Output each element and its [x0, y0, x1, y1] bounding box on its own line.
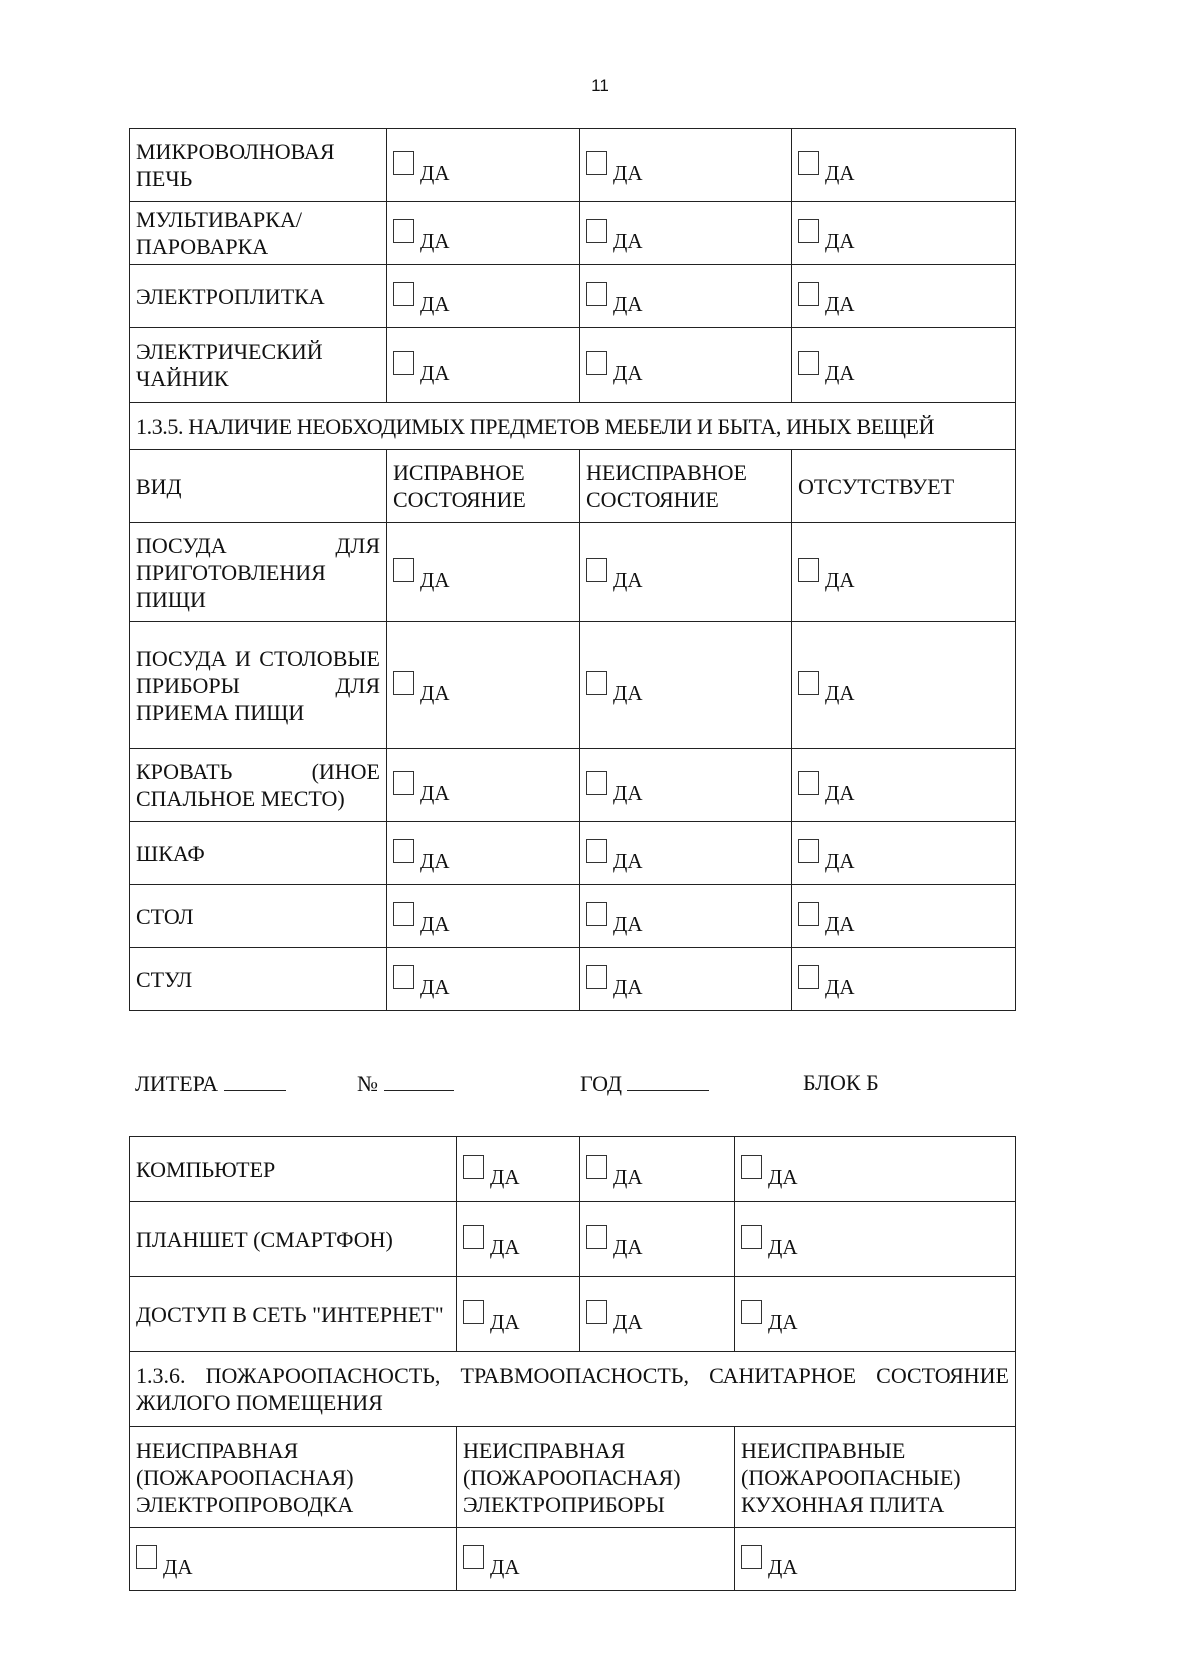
yes-label: ДА — [420, 975, 450, 999]
checkbox[interactable] — [586, 558, 607, 582]
yes-cell — [457, 1202, 580, 1277]
checkbox[interactable] — [393, 219, 414, 243]
yes-cell — [580, 328, 792, 403]
section-row — [130, 403, 1016, 450]
yes-cell — [792, 948, 1016, 1011]
yes-label: ДА — [825, 681, 855, 705]
yes-cell — [735, 1277, 1016, 1352]
yes-label: ДА — [768, 1310, 798, 1334]
year-label: ГОД — [580, 1071, 622, 1096]
table-row — [130, 523, 1016, 622]
table-row — [130, 1137, 1016, 1202]
item-label: ПОСУДА ДЛЯ ПРИГОТОВЛЕНИЯ ПИЩИ — [130, 523, 387, 622]
checkbox[interactable] — [741, 1225, 762, 1249]
checkbox[interactable] — [586, 1300, 607, 1324]
yes-cell — [580, 1137, 735, 1202]
number-blank[interactable] — [384, 1070, 454, 1091]
checkbox[interactable] — [586, 351, 607, 375]
yes-label: ДА — [825, 568, 855, 592]
yes-cell — [387, 129, 580, 202]
checkbox[interactable] — [586, 839, 607, 863]
yes-cell — [580, 622, 792, 749]
yes-cell — [792, 822, 1016, 885]
year-field — [580, 1070, 709, 1097]
checkbox[interactable] — [586, 902, 607, 926]
yes-label: ДА — [613, 568, 643, 592]
yes-label: ДА — [768, 1235, 798, 1259]
checkbox[interactable] — [136, 1545, 157, 1569]
item-label: ШКАФ — [130, 822, 387, 885]
hazard-header: НЕИСПРАВНАЯ (ПОЖАРООПАСНАЯ) ЭЛЕКТРОПРИБОРЫ — [457, 1427, 735, 1528]
checkbox[interactable] — [798, 839, 819, 863]
checkbox[interactable] — [586, 151, 607, 175]
litera-label: ЛИТЕРА — [135, 1071, 218, 1096]
yes-label: ДА — [613, 681, 643, 705]
yes-label: ДА — [613, 849, 643, 873]
yes-label: ДА — [825, 781, 855, 805]
yes-label: ДА — [825, 292, 855, 316]
item-label: ЭЛЕКТРОПЛИТКА — [130, 265, 387, 328]
column-header: НЕИСПРАВНОЕ СОСТОЯНИЕ — [580, 450, 792, 523]
yes-label: ДА — [613, 781, 643, 805]
checkbox[interactable] — [586, 671, 607, 695]
checkbox[interactable] — [798, 671, 819, 695]
yes-label: ДА — [490, 1310, 520, 1334]
checkbox[interactable] — [393, 902, 414, 926]
yes-cell — [457, 1277, 580, 1352]
yes-cell — [792, 202, 1016, 265]
checkbox[interactable] — [586, 282, 607, 306]
yes-cell — [580, 749, 792, 822]
table-row — [130, 202, 1016, 265]
table-row — [130, 265, 1016, 328]
yes-cell — [130, 1528, 457, 1591]
litera-field — [135, 1070, 286, 1097]
yes-cell — [387, 328, 580, 403]
yes-cell — [387, 822, 580, 885]
table-row — [130, 885, 1016, 948]
table-row — [130, 749, 1016, 822]
item-label: СТУЛ — [130, 948, 387, 1011]
checkbox[interactable] — [798, 965, 819, 989]
item-label: МИКРОВОЛНОВАЯ ПЕЧЬ — [130, 129, 387, 202]
yes-cell — [387, 265, 580, 328]
yes-label: ДА — [613, 912, 643, 936]
yes-label: ДА — [490, 1555, 520, 1579]
column-header: ОТСУТСТВУЕТ — [792, 450, 1016, 523]
item-label: СТОЛ — [130, 885, 387, 948]
checkbox[interactable] — [798, 902, 819, 926]
checkbox[interactable] — [463, 1300, 484, 1324]
checkbox[interactable] — [586, 771, 607, 795]
checkbox[interactable] — [393, 671, 414, 695]
yes-cell — [387, 948, 580, 1011]
yes-cell — [792, 328, 1016, 403]
checkbox[interactable] — [586, 1225, 607, 1249]
page-number: 11 — [591, 76, 609, 95]
yes-cell — [792, 265, 1016, 328]
yes-cell — [387, 622, 580, 749]
yes-cell — [580, 822, 792, 885]
checkbox[interactable] — [741, 1300, 762, 1324]
yes-cell — [580, 1202, 735, 1277]
table2-body — [130, 1137, 1016, 1591]
yes-label: ДА — [613, 161, 643, 185]
item-label: ПЛАНШЕТ (СМАРТФОН) — [130, 1202, 457, 1277]
yes-label: ДА — [420, 681, 450, 705]
yes-label: ДА — [825, 161, 855, 185]
yes-cell — [735, 1137, 1016, 1202]
checkbox[interactable] — [798, 219, 819, 243]
yes-label: ДА — [420, 912, 450, 936]
header-row — [130, 450, 1016, 523]
item-label: ЭЛЕКТРИЧЕСКИЙ ЧАЙНИК — [130, 328, 387, 403]
litera-blank[interactable] — [224, 1070, 286, 1091]
section-row — [130, 1352, 1016, 1427]
yes-label: ДА — [420, 568, 450, 592]
checkbox[interactable] — [393, 839, 414, 863]
checkbox[interactable] — [393, 558, 414, 582]
checkbox[interactable] — [586, 219, 607, 243]
yes-label: ДА — [768, 1165, 798, 1189]
yes-cell — [387, 202, 580, 265]
appliance-furniture-table — [129, 128, 1016, 1011]
yes-label: ДА — [613, 975, 643, 999]
item-label: КОМПЬЮТЕР — [130, 1137, 457, 1202]
table-row — [130, 948, 1016, 1011]
yes-cell — [387, 523, 580, 622]
yes-cell — [580, 948, 792, 1011]
checkbox[interactable] — [586, 1155, 607, 1179]
table-row — [130, 622, 1016, 749]
checkbox[interactable] — [798, 151, 819, 175]
checkbox[interactable] — [741, 1545, 762, 1569]
yes-label: ДА — [613, 361, 643, 385]
checkbox[interactable] — [393, 351, 414, 375]
yes-label: ДА — [420, 229, 450, 253]
yes-label: ДА — [825, 361, 855, 385]
number-label: № — [357, 1071, 378, 1096]
yes-cell — [735, 1202, 1016, 1277]
yes-cell — [387, 749, 580, 822]
yes-label: ДА — [825, 849, 855, 873]
item-label: ДОСТУП В СЕТЬ "ИНТЕРНЕТ" — [130, 1277, 457, 1352]
yes-label: ДА — [420, 161, 450, 185]
yes-label: ДА — [825, 975, 855, 999]
yes-cell — [580, 202, 792, 265]
yes-label: ДА — [613, 1165, 643, 1189]
checkbox[interactable] — [463, 1225, 484, 1249]
yes-cell — [792, 523, 1016, 622]
block-label: БЛОК Б — [803, 1070, 879, 1095]
checkbox[interactable] — [393, 151, 414, 175]
devices-safety-table — [129, 1136, 1016, 1591]
yes-label: ДА — [490, 1235, 520, 1259]
yes-cell — [792, 129, 1016, 202]
section-title-136: 1.3.6. ПОЖАРООПАСНОСТЬ, ТРАВМООПАСНОСТЬ, САНИТАРНОЕ СОСТОЯНИЕ ЖИЛОГО ПОМЕЩЕНИЯ — [130, 1352, 1016, 1427]
column-header: ВИД — [130, 450, 387, 523]
yes-cell — [792, 622, 1016, 749]
number-field — [357, 1070, 454, 1097]
yes-cell — [792, 885, 1016, 948]
checkbox[interactable] — [393, 771, 414, 795]
checkbox[interactable] — [798, 351, 819, 375]
yes-label: ДА — [613, 1235, 643, 1259]
yes-cell — [580, 885, 792, 948]
checkbox[interactable] — [586, 965, 607, 989]
yes-label: ДА — [420, 849, 450, 873]
checkbox[interactable] — [741, 1155, 762, 1179]
table-row — [130, 328, 1016, 403]
table-row — [130, 1277, 1016, 1352]
checkbox[interactable] — [798, 771, 819, 795]
yes-cell — [580, 129, 792, 202]
yes-cell — [457, 1137, 580, 1202]
hazard-answer-row — [130, 1528, 1016, 1591]
yes-cell — [580, 523, 792, 622]
checkbox[interactable] — [393, 282, 414, 306]
yes-label: ДА — [420, 781, 450, 805]
checkbox[interactable] — [463, 1545, 484, 1569]
checkbox[interactable] — [393, 965, 414, 989]
item-label: КРОВАТЬ (ИНОЕ СПАЛЬНОЕ МЕСТО) — [130, 749, 387, 822]
yes-cell — [735, 1528, 1016, 1591]
yes-cell — [580, 265, 792, 328]
checkbox[interactable] — [463, 1155, 484, 1179]
yes-label: ДА — [163, 1555, 193, 1579]
checkbox[interactable] — [798, 558, 819, 582]
table-row — [130, 1202, 1016, 1277]
yes-cell — [580, 1277, 735, 1352]
hazard-header: НЕИСПРАВНЫЕ (ПОЖАРООПАСНЫЕ) КУХОННАЯ ПЛИТА — [735, 1427, 1016, 1528]
hazard-header-row — [130, 1427, 1016, 1528]
table-row — [130, 822, 1016, 885]
yes-label: ДА — [825, 912, 855, 936]
yes-cell — [457, 1528, 735, 1591]
checkbox[interactable] — [798, 282, 819, 306]
column-header: ИСПРАВНОЕ СОСТОЯНИЕ — [387, 450, 580, 523]
yes-cell — [792, 749, 1016, 822]
yes-label: ДА — [420, 292, 450, 316]
year-blank[interactable] — [627, 1070, 709, 1091]
hazard-header: НЕИСПРАВНАЯ (ПОЖАРООПАСНАЯ) ЭЛЕКТРОПРОВОДКА — [130, 1427, 457, 1528]
item-label: МУЛЬТИВАРКА/ ПАРОВАРКА — [130, 202, 387, 265]
table-row — [130, 129, 1016, 202]
yes-label: ДА — [613, 229, 643, 253]
yes-label: ДА — [613, 292, 643, 316]
yes-label: ДА — [490, 1165, 520, 1189]
section-title-135: 1.3.5. НАЛИЧИЕ НЕОБХОДИМЫХ ПРЕДМЕТОВ МЕБЕЛИ И БЫТА, ИНЫХ ВЕЩЕЙ — [130, 403, 1016, 450]
yes-label: ДА — [613, 1310, 643, 1334]
table1-body — [130, 129, 1016, 1011]
yes-cell — [387, 885, 580, 948]
yes-label: ДА — [768, 1555, 798, 1579]
yes-label: ДА — [420, 361, 450, 385]
yes-label: ДА — [825, 229, 855, 253]
item-label: ПОСУДА И СТОЛОВЫЕ ПРИБОРЫ ДЛЯ ПРИЕМА ПИЩИ — [130, 622, 387, 749]
